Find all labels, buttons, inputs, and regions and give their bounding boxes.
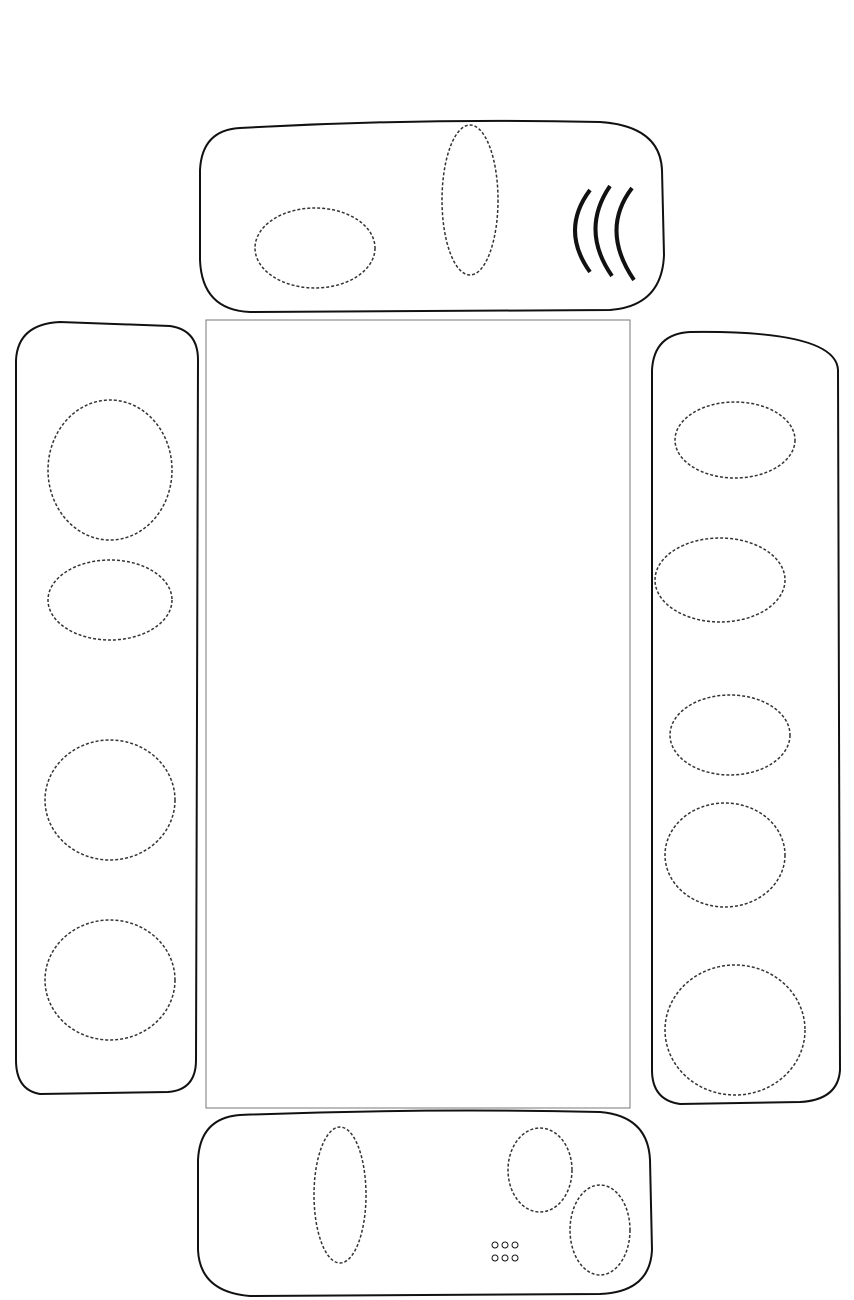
left-vignette-panel: [16, 322, 198, 1094]
central-inscription-block: [206, 320, 630, 1108]
right-vignette-panel: [652, 332, 840, 1104]
top-vignette-panel: [200, 121, 664, 312]
bottom-vignette-panel: [198, 1111, 652, 1296]
